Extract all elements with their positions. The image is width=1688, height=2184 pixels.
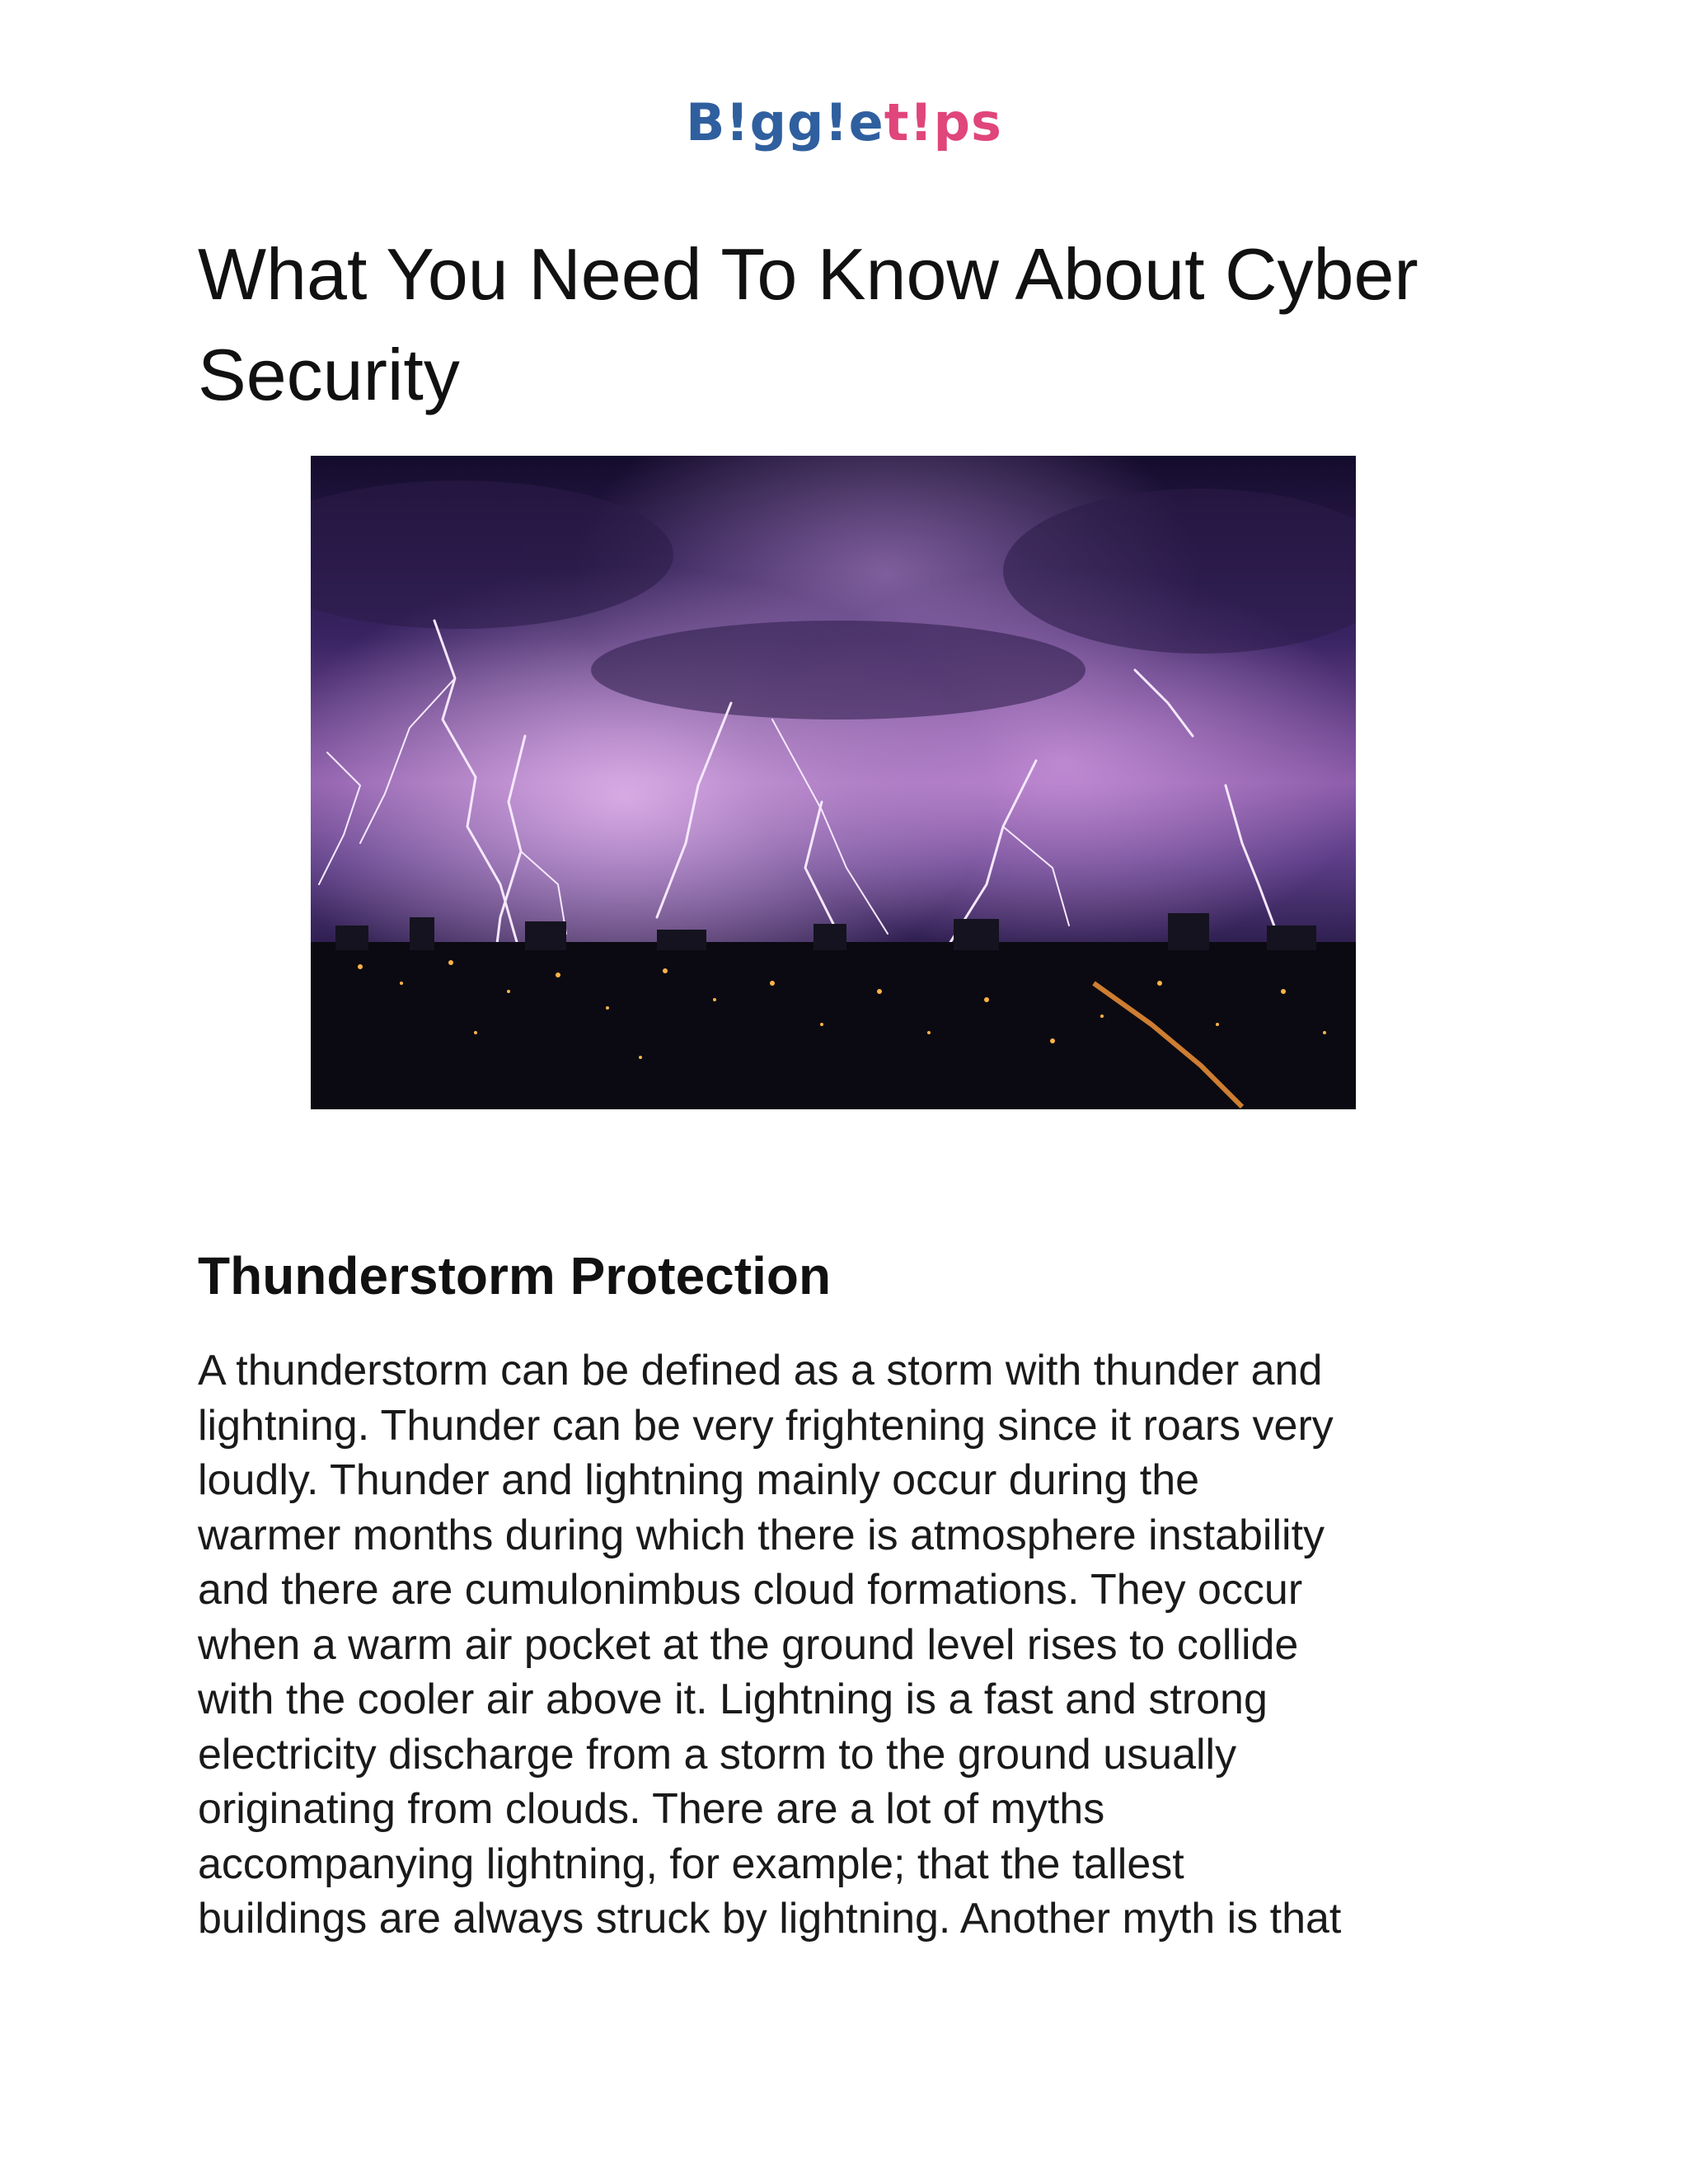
- paragraph-line: and there are cumulonimbus cloud formations. They occur: [198, 1566, 1303, 1614]
- page-title: What You Need To Know About Cyber Security: [198, 233, 1418, 415]
- paragraph-line: with the cooler air above it. Lightning is a fast and strong: [198, 1675, 1268, 1723]
- paragraph-line: buildings are always struck by lightning. Another myth is that: [198, 1895, 1342, 1943]
- thunderstorm-city-image: [311, 456, 1356, 1109]
- section-heading: Thunderstorm Protection: [198, 1246, 832, 1305]
- paragraph-line: when a warm air pocket at the ground level rises to collide: [198, 1620, 1299, 1669]
- paragraph-line: lightning. Thunder can be very frightening since it roars very: [198, 1401, 1334, 1450]
- site-logo[interactable]: [0, 92, 1688, 152]
- paragraph-line: A thunderstorm can be defined as a storm with thunder and: [198, 1347, 1323, 1394]
- paragraph-line: warmer months during which there is atmosphere instability: [198, 1511, 1325, 1559]
- paragraph-line: electricity discharge from a storm to the ground usually: [198, 1730, 1237, 1779]
- logo-text-accent: t!ps: [884, 92, 1002, 152]
- logo-text-primary: B!gg!e: [686, 92, 884, 152]
- paragraph-line: accompanying lightning, for example; that the tallest: [198, 1840, 1184, 1888]
- paragraph-line: originating from clouds. There are a lot of myths: [198, 1785, 1105, 1833]
- paragraph-line: loudly. Thunder and lightning mainly occur during the: [198, 1456, 1200, 1504]
- body-paragraph: [198, 1343, 1500, 1947]
